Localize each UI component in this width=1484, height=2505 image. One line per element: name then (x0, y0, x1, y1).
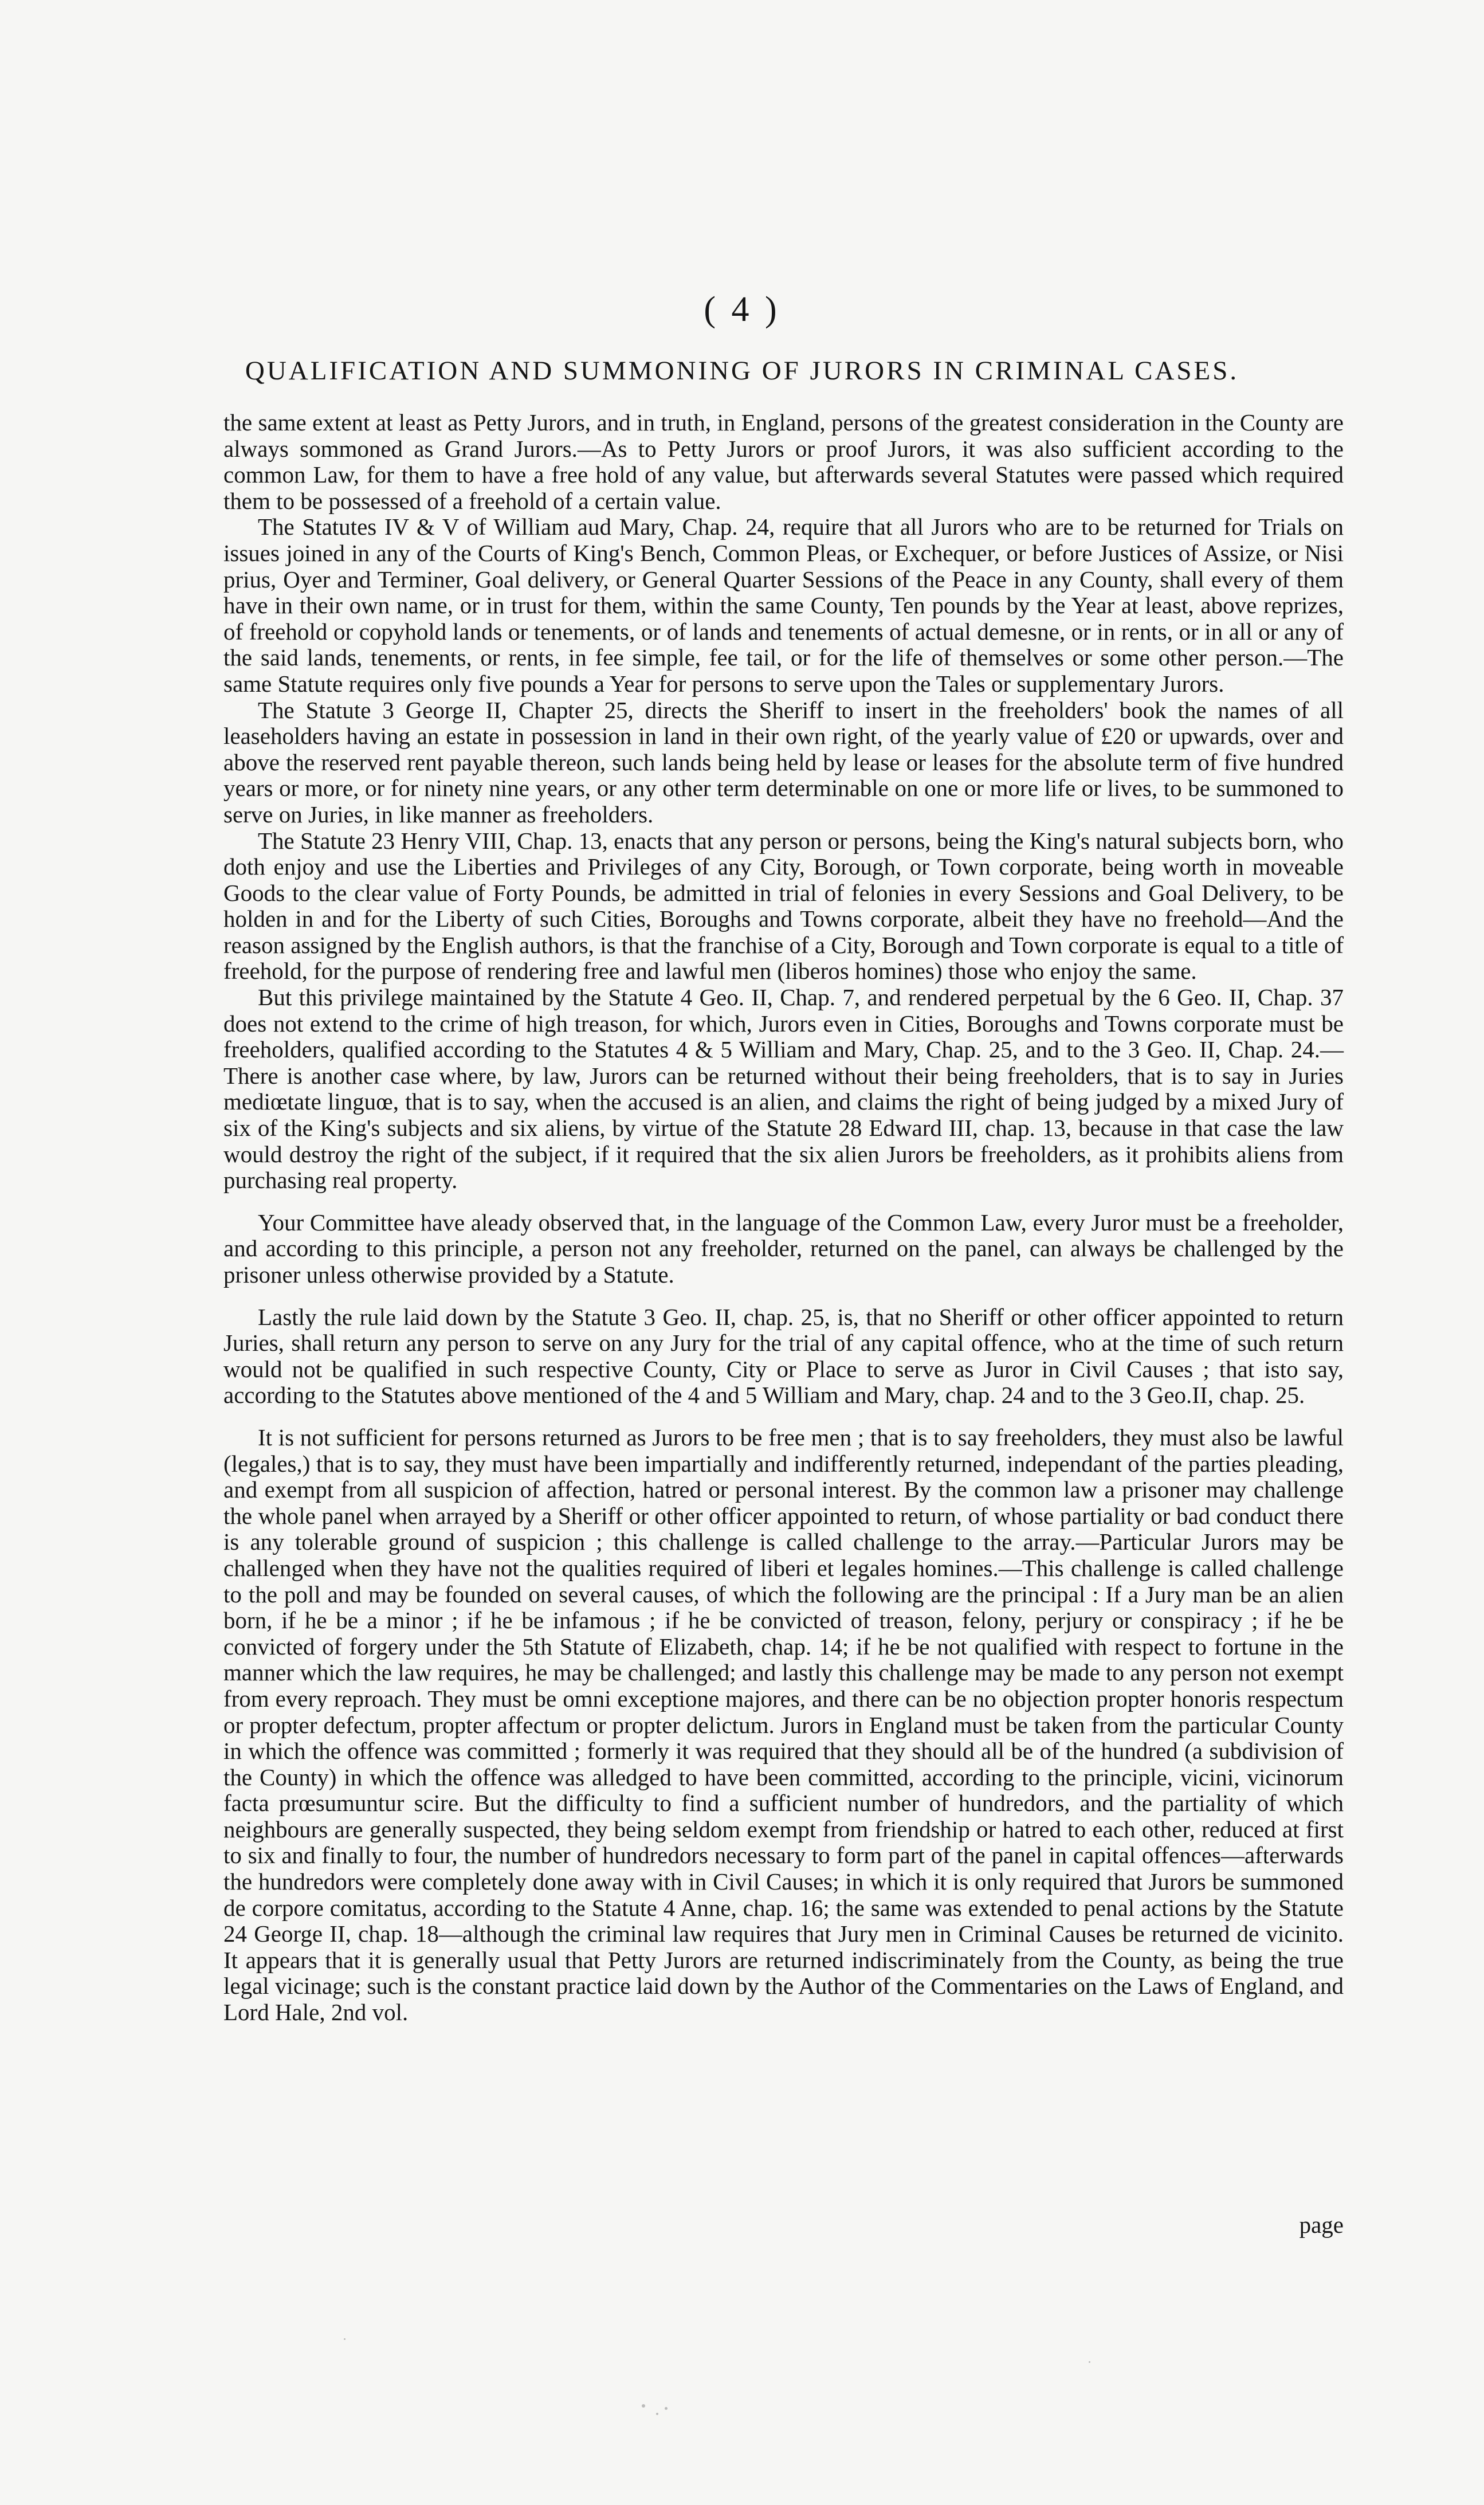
paragraph: Lastly the rule laid down by the Statute 3 Geo. II, chap. 25, is, that no Sheriff or other officer appointed to return Juries, shall return any person to serve on any Jury for the trial of any capital offence, who at the time of such return would not be qualified in such respective County, City or Place to serve as Juror in Civil Causes ; that isto say, according to the Statutes above mentioned of the 4 and 5 William and Mary, chap. 24 and to the 3 Geo.II, chap. 25. (223, 1303, 1344, 1409)
paragraph: the same extent at least as Petty Jurors, and in truth, in England, persons of the greatest consideration in the County are always sommoned as Grand Jurors.—As to Petty Jurors or proof Jurors, it was also sufficient according to the common Law, for them to have a free hold of any value, but afterwards several Statutes were passed which required them to be possessed of a freehold of a certain value. (223, 409, 1344, 514)
running-title: QUALIFICATION AND SUMMONING OF JURORS IN CRIMINAL CASES. (245, 356, 1239, 386)
paper-speck (656, 2413, 658, 2415)
paragraph: Your Committee have aleady observed that, in the language of the Common Law, every Juror must be a freeholder, and according to this principle, a person not any freeholder, returned on the panel, can always be challenged by the prisoner unless otherwise provided by a Statute. (223, 1209, 1344, 1288)
paragraph: It is not sufficient for persons returned as Jurors to be free men ; that is to say freeholders, they must also be lawful (legales,) that is to say, they must have been impartially and indifferently returned, independant of the parties pleading, and exempt from all suspicion of affection, hatred or personal interest. By the common law a prisoner may challenge the whole panel when arrayed by a Sheriff or other officer appointed to return, of whose partiality or bad conduct there is any tolerable ground of suspicion ; this challenge is called challenge to the array.—Particular Jurors may be challenged when they have not the qualities required of liberi et legales homines.—This challenge is called challenge to the poll and may be founded on several causes, of which the following are the principal : If a Jury man be an alien born, if he be a minor ; if he be infamous ; if he be convicted of treason, felony, perjury or conspiracy ; if he be convicted of forgery under the 5th Statute of Elizabeth, chap. 14; if he be not qualified with respect to fortune in the manner which the law requires, he may be challenged; and lastly this challenge may be made to any person not exempt from every reproach. They must be omni exceptione majores, and there can be no objection propter honoris respectum or propter defectum, propter affectum or propter delictum. Jurors in England must be taken from the particular County in which the offence was committed ; formerly it was required that they should all be of the hundred (a subdivision of the County) in which the offence was alledged to have been committed, according to the principle, vicini, vicinorum facta prœsumuntur scire. But the difficulty to find a sufficient number of hundredors, and the partiality of which neighbours are generally suspected, they being seldom exempt from friendship or hatred to each other, reduced at first to six and finally to four, the number of hundredors necessary to form part of the panel in capital offences—afterwards the hundredors were completely done away with in Civil Causes; in which it is only required that Jurors be summoned de corpore comitatus, according to the Statute 4 Anne, chap. 16; the same was extended to penal actions by the Statute 24 George II, chap. 18—although the criminal law requires that Jury men in Criminal Causes be returned de vicinito. It appears that it is generally usual that Petty Jurors are returned indiscriminately from the County, as being the true legal vicinage; such is the constant practice laid down by the Author of the Commentaries on the Laws of England, and Lord Hale, 2nd vol. (223, 1424, 1344, 2026)
body-text (223, 410, 1344, 2026)
paper-speck (1089, 2361, 1090, 2363)
paragraph: The Statutes IV & V of William aud Mary, Chap. 24, require that all Jurors who are to be returned for Trials on issues joined in any of the Courts of King's Bench, Common Pleas, or Exchequer, or before Justices of Assize, or Nisi prius, Oyer and Terminer, Goal delivery, or General Quarter Sessions of the Peace in any County, shall every of them have in their own name, or in trust for them, within the same County, Ten pounds by the Year at least, above reprizes, of freehold or copyhold lands or tenements, or of lands and tenements of actual demesne, or in rents, or in all or any of the said lands, tenements, or rents, in fee simple, fee tail, or for the life of themselves or some other person.—The same Statute requires only five pounds a Year for persons to serve upon the Tales or supplementary Jurors. (223, 513, 1344, 697)
paragraph: But this privilege maintained by the Statute 4 Geo. II, Chap. 7, and rendered perpetual by the 6 Geo. II, Chap. 37 does not extend to the crime of high treason, for which, Jurors even in Cities, Boroughs and Towns corporate must be freeholders, qualified according to the Statutes 4 & 5 William and Mary, Chap. 25, and to the 3 Geo. II, Chap. 24.—There is another case where, by law, Jurors can be returned without their being freeholders, that is to say in Juries mediœtate linguœ, that is to say, when the accused is an alien, and claims the right of being judged by a mixed Jury of six of the King's subjects and six aliens, by virtue of the Statute 28 Edward III, chap. 13, because in that case the law would destroy the right of the subject, if it required that the six alien Jurors be freeholders, as it prohibits aliens from purchasing real property. (223, 984, 1344, 1194)
paper-speck (665, 2407, 668, 2410)
catchword: page (1299, 2212, 1344, 2238)
paper-speck (344, 2338, 346, 2340)
paper-speck (642, 2404, 645, 2408)
paragraph: The Statute 3 George II, Chapter 25, directs the Sheriff to insert in the freeholders' book the names of all leaseholders having an estate in possession in land in their own right, of the yearly value of £20 or upwards, over and above the reserved rent payable thereon, such lands being held by lease or leases for the absolute term of five hundred years or more, or for ninety nine years, or any other term determinable on one or more life or lives, to be summoned to serve on Juries, in like manner as freeholders. (223, 696, 1344, 828)
paragraph: The Statute 23 Henry VIII, Chap. 13, enacts that any person or persons, being the King's natural subjects born, who doth enjoy and use the Liberties and Privileges of any City, Borough, or Town corporate, being worth in moveable Goods to the clear value of Forty Pounds, be admitted in trial of felonies in every Sessions and Goal Delivery, to be holden in and for the Liberty of such Cities, Boroughs and Towns corporate, albeit they have no freehold—And the reason assigned by the English authors, is that the franchise of a City, Borough and Town corporate is equal to a title of freehold, for the purpose of rendering free and lawful men (liberos homines) those who enjoy the same. (223, 827, 1344, 985)
page-number: ( 4 ) (704, 290, 780, 329)
